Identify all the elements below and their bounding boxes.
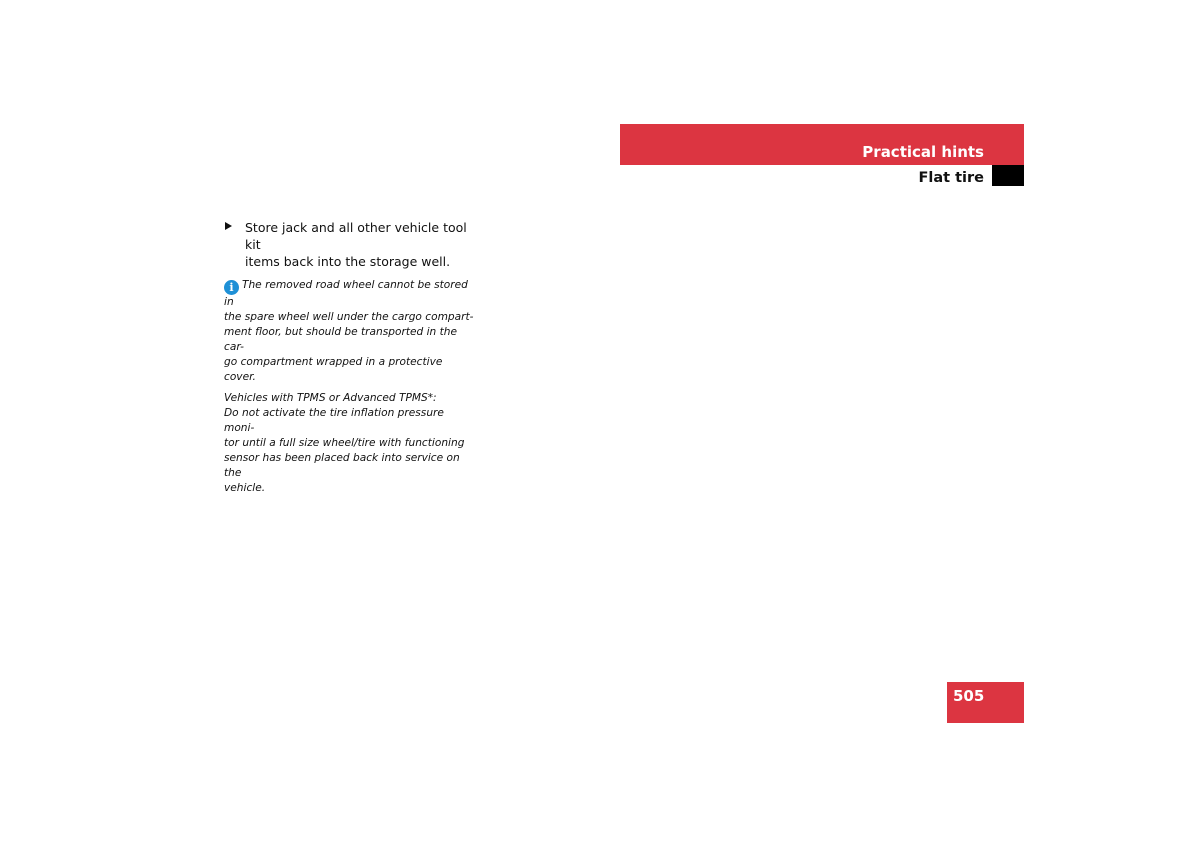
chapter-marker-tab <box>992 165 1024 186</box>
note-line-1: The removed road wheel cannot be stored in <box>224 279 468 308</box>
page-number: 505 <box>953 687 985 705</box>
tpms-line-1: Vehicles with TPMS or Advanced TPMS*: <box>224 392 437 404</box>
note-line-3: ment floor, but should be transported in the car- <box>224 326 457 353</box>
note-line-2: the spare wheel well under the cargo compart- <box>224 311 474 323</box>
instruction-step <box>224 219 474 270</box>
tpms-line-4: sensor has been placed back into service on the <box>224 452 460 479</box>
info-icon: i <box>224 280 239 295</box>
step-arrow-icon <box>225 222 232 230</box>
tpms-line-3: tor until a full size wheel/tire with functioning <box>224 437 465 449</box>
tpms-note <box>224 391 474 496</box>
main-content <box>224 219 474 496</box>
info-note <box>224 278 474 385</box>
subsection-header <box>620 165 1024 186</box>
tpms-line-2: Do not activate the tire inflation pressure moni- <box>224 407 444 434</box>
step-text-line-2: items back into the storage well. <box>245 254 451 269</box>
tpms-line-5: vehicle. <box>224 482 266 494</box>
section-title: Practical hints <box>862 143 984 161</box>
subsection-title: Flat tire <box>918 170 984 186</box>
page-number-tab <box>947 682 1024 723</box>
note-line-4: go compartment wrapped in a protective cover. <box>224 356 443 383</box>
step-text-line-1: Store jack and all other vehicle tool kit <box>245 220 467 252</box>
section-header-bar <box>620 124 1024 165</box>
